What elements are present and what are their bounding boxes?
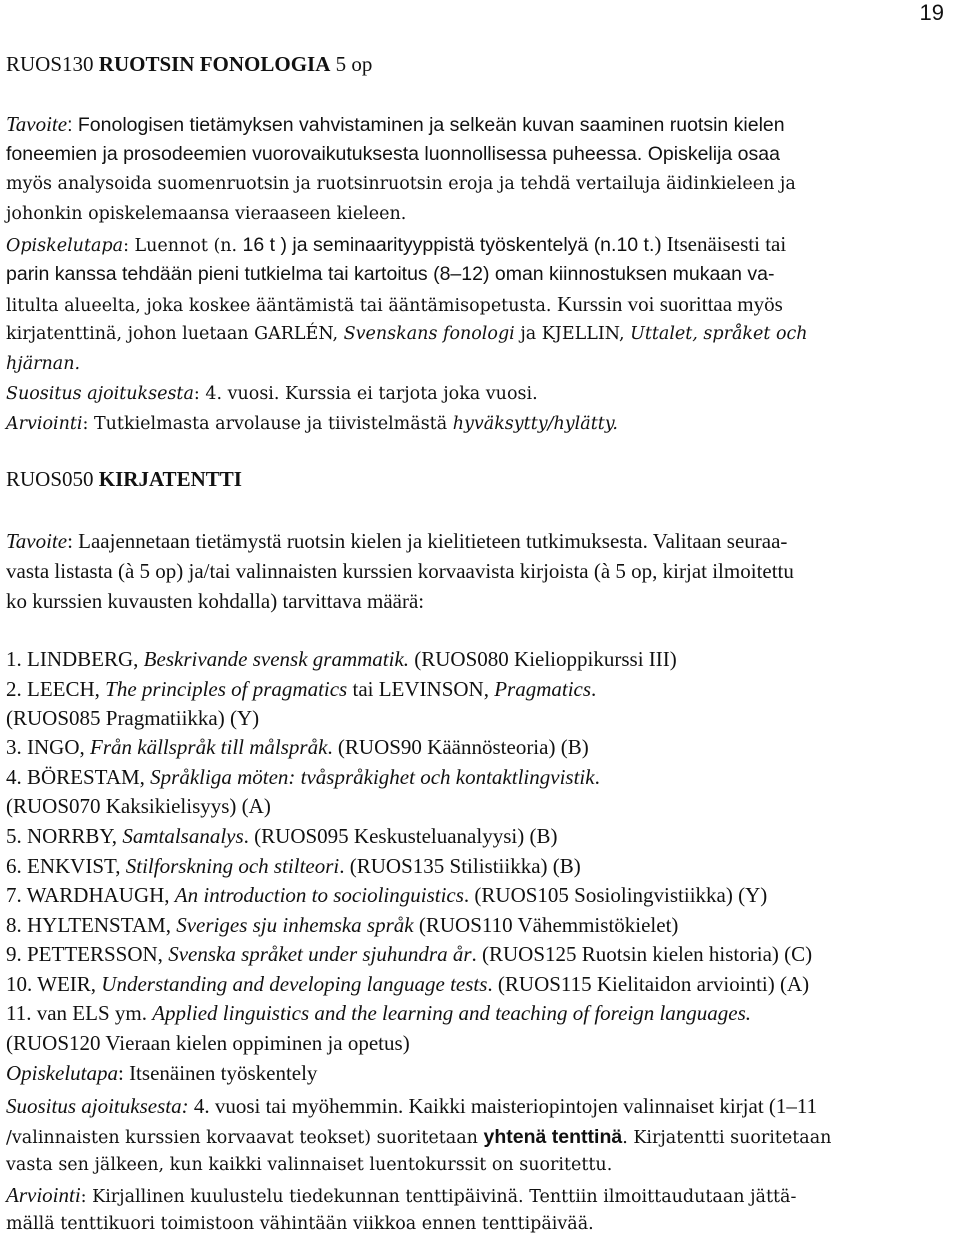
page-number: 19: [919, 0, 944, 25]
course-title: RUOTSIN FONOLOGIA: [98, 52, 331, 76]
book-item: 5. NORRBY, Samtalsanalys. (RUOS095 Keskusteluanalyysi) (B): [6, 824, 558, 848]
book-item: 7. WARDHAUGH, An introduction to sociolinguistics. (RUOS105 Sosiolingvistiikka) (Y): [6, 883, 768, 907]
method-line: parin kanssa tehdään pieni tutkielma tai kartoitus (8–12) oman kiinnostuksen mukaan va-: [6, 263, 775, 285]
goal-line: johonkin opiskelemaansa vieraaseen kieleen.: [6, 204, 407, 224]
goal-line: ko kurssien kuvausten kohdalla) tarvittava määrä:: [6, 589, 425, 613]
book-item: 4. BÖRESTAM, Språkliga möten: tvåspråkighet och kontaktlingvistik.: [6, 765, 600, 789]
recommendation-line: Suositus ajoituksesta: 4. vuosi. Kurssia ei tarjota joka vuosi.: [6, 384, 538, 404]
evaluation-label: Arviointi: [6, 1183, 81, 1207]
goal-line: foneemien ja prosodeemien vuorovaikutuksesta luonnollisessa puheessa. Opiskelija osaa: [6, 143, 780, 165]
method-line: kirjatenttinä, johon luetaan GARLÉN, Svenskans fonologi ja KJELLIN, Uttalet, språket och: [6, 324, 808, 344]
book-item: 9. PETTERSSON, Svenska språket under sjuhundra år. (RUOS125 Ruotsin kielen historia) (C): [6, 942, 813, 966]
course-code: RUOS050: [6, 467, 94, 491]
goal-line: Tavoite: Laajennetaan tietämystä ruotsin kielen ja kielitieteen tutkimuksesta. Valitaan seuraa-: [6, 529, 788, 553]
book-item-line: (RUOS070 Kaksikielisyys) (A): [6, 794, 271, 818]
method-line: Opiskelutapa: Luennot (n. 16 t ) ja seminaarityyppistä työskentelyä (n.10 t.) Itsenäisesti tai: [6, 232, 787, 256]
book-item: 10. WEIR, Understanding and developing language tests. (RUOS115 Kielitaidon arviointi) (A): [6, 972, 810, 996]
book-item: 8. HYLTENSTAM, Sveriges sju inhemska språk (RUOS110 Vähemmistökielet): [6, 913, 679, 937]
evaluation-line: Arviointi: Tutkielmasta arvolause ja tiivistelmästä hyväksytty/hylätty.: [6, 414, 618, 434]
evaluation-line: Arviointi: Kirjallinen kuulustelu tiedekunnan tenttipäivinä. Tenttiin ilmoittaudutaan jättä-: [6, 1183, 797, 1207]
goal-label: Tavoite: [6, 529, 68, 553]
course-heading: [6, 50, 372, 78]
method-line: litulta alueelta, joka koskee ääntämistä tai ääntämisopetusta. Kurssin voi suorittaa myös: [6, 292, 783, 316]
course-credits: 5 op: [335, 52, 373, 76]
evaluation-line: mällä tenttikuori toimistoon vähintään viikkoa ennen tenttipäivää.: [6, 1214, 594, 1234]
book-item: 3. INGO, Från källspråk till målspråk. (RUOS90 Käännösteoria) (B): [6, 735, 589, 759]
book-item: 6. ENKVIST, Stilforskning och stilteori. (RUOS135 Stilistiikka) (B): [6, 854, 581, 878]
recommendation-line: vasta sen jälkeen, kun kaikki valinnaiset luentokurssit on suoritettu.: [6, 1155, 613, 1175]
method-label: Opiskelutapa: [6, 236, 124, 256]
recommendation-line: /valinnaisten kurssien korvaavat teokset) suoritetaan yhtenä tenttinä. Kirjatentti suoritetaan: [6, 1126, 832, 1148]
book-item: 11. van ELS ym. Applied linguistics and the learning and teaching of foreign languages.: [6, 1001, 752, 1025]
recommendation-label: Suositus ajoituksesta: [6, 384, 194, 404]
goal-line: vasta listasta (à 5 op) ja/tai valinnaisten kurssien korvaavista kirjoista (à 5 op, kirjat ilmoitettu: [6, 559, 794, 583]
book-item: 2. LEECH, The principles of pragmatics tai LEVINSON, Pragmatics.: [6, 677, 597, 701]
book-item: 1. LINDBERG, Beskrivande svensk grammatik. (RUOS080 Kielioppikurssi III): [6, 647, 677, 671]
evaluation-label: Arviointi: [6, 414, 83, 434]
method-label: Opiskelutapa: [6, 1061, 118, 1085]
course-heading: [6, 465, 242, 493]
recommendation-line: Suositus ajoituksesta: 4. vuosi tai myöhemmin. Kaikki maisteriopintojen valinnaiset kirjat (1–11: [6, 1094, 818, 1118]
goal-line: Tavoite: Fonologisen tietämyksen vahvistaminen ja selkeän kuvan saaminen ruotsin kielen: [6, 112, 785, 136]
book-item-line: (RUOS120 Vieraan kielen oppiminen ja opetus): [6, 1031, 410, 1055]
course-code: RUOS130: [6, 52, 94, 76]
goal-label: Tavoite: [6, 112, 68, 136]
recommendation-label: Suositus ajoituksesta:: [6, 1094, 189, 1118]
course-title: KIRJATENTTI: [98, 467, 242, 491]
book-item-line: (RUOS085 Pragmatiikka) (Y): [6, 706, 260, 730]
method-line: hjärnan.: [6, 354, 81, 374]
goal-line: myös analysoida suomenruotsin ja ruotsinruotsin eroja ja tehdä vertailuja äidinkieleen ja: [6, 174, 796, 194]
method-line: Opiskelutapa: Itsenäinen työskentely: [6, 1061, 318, 1085]
